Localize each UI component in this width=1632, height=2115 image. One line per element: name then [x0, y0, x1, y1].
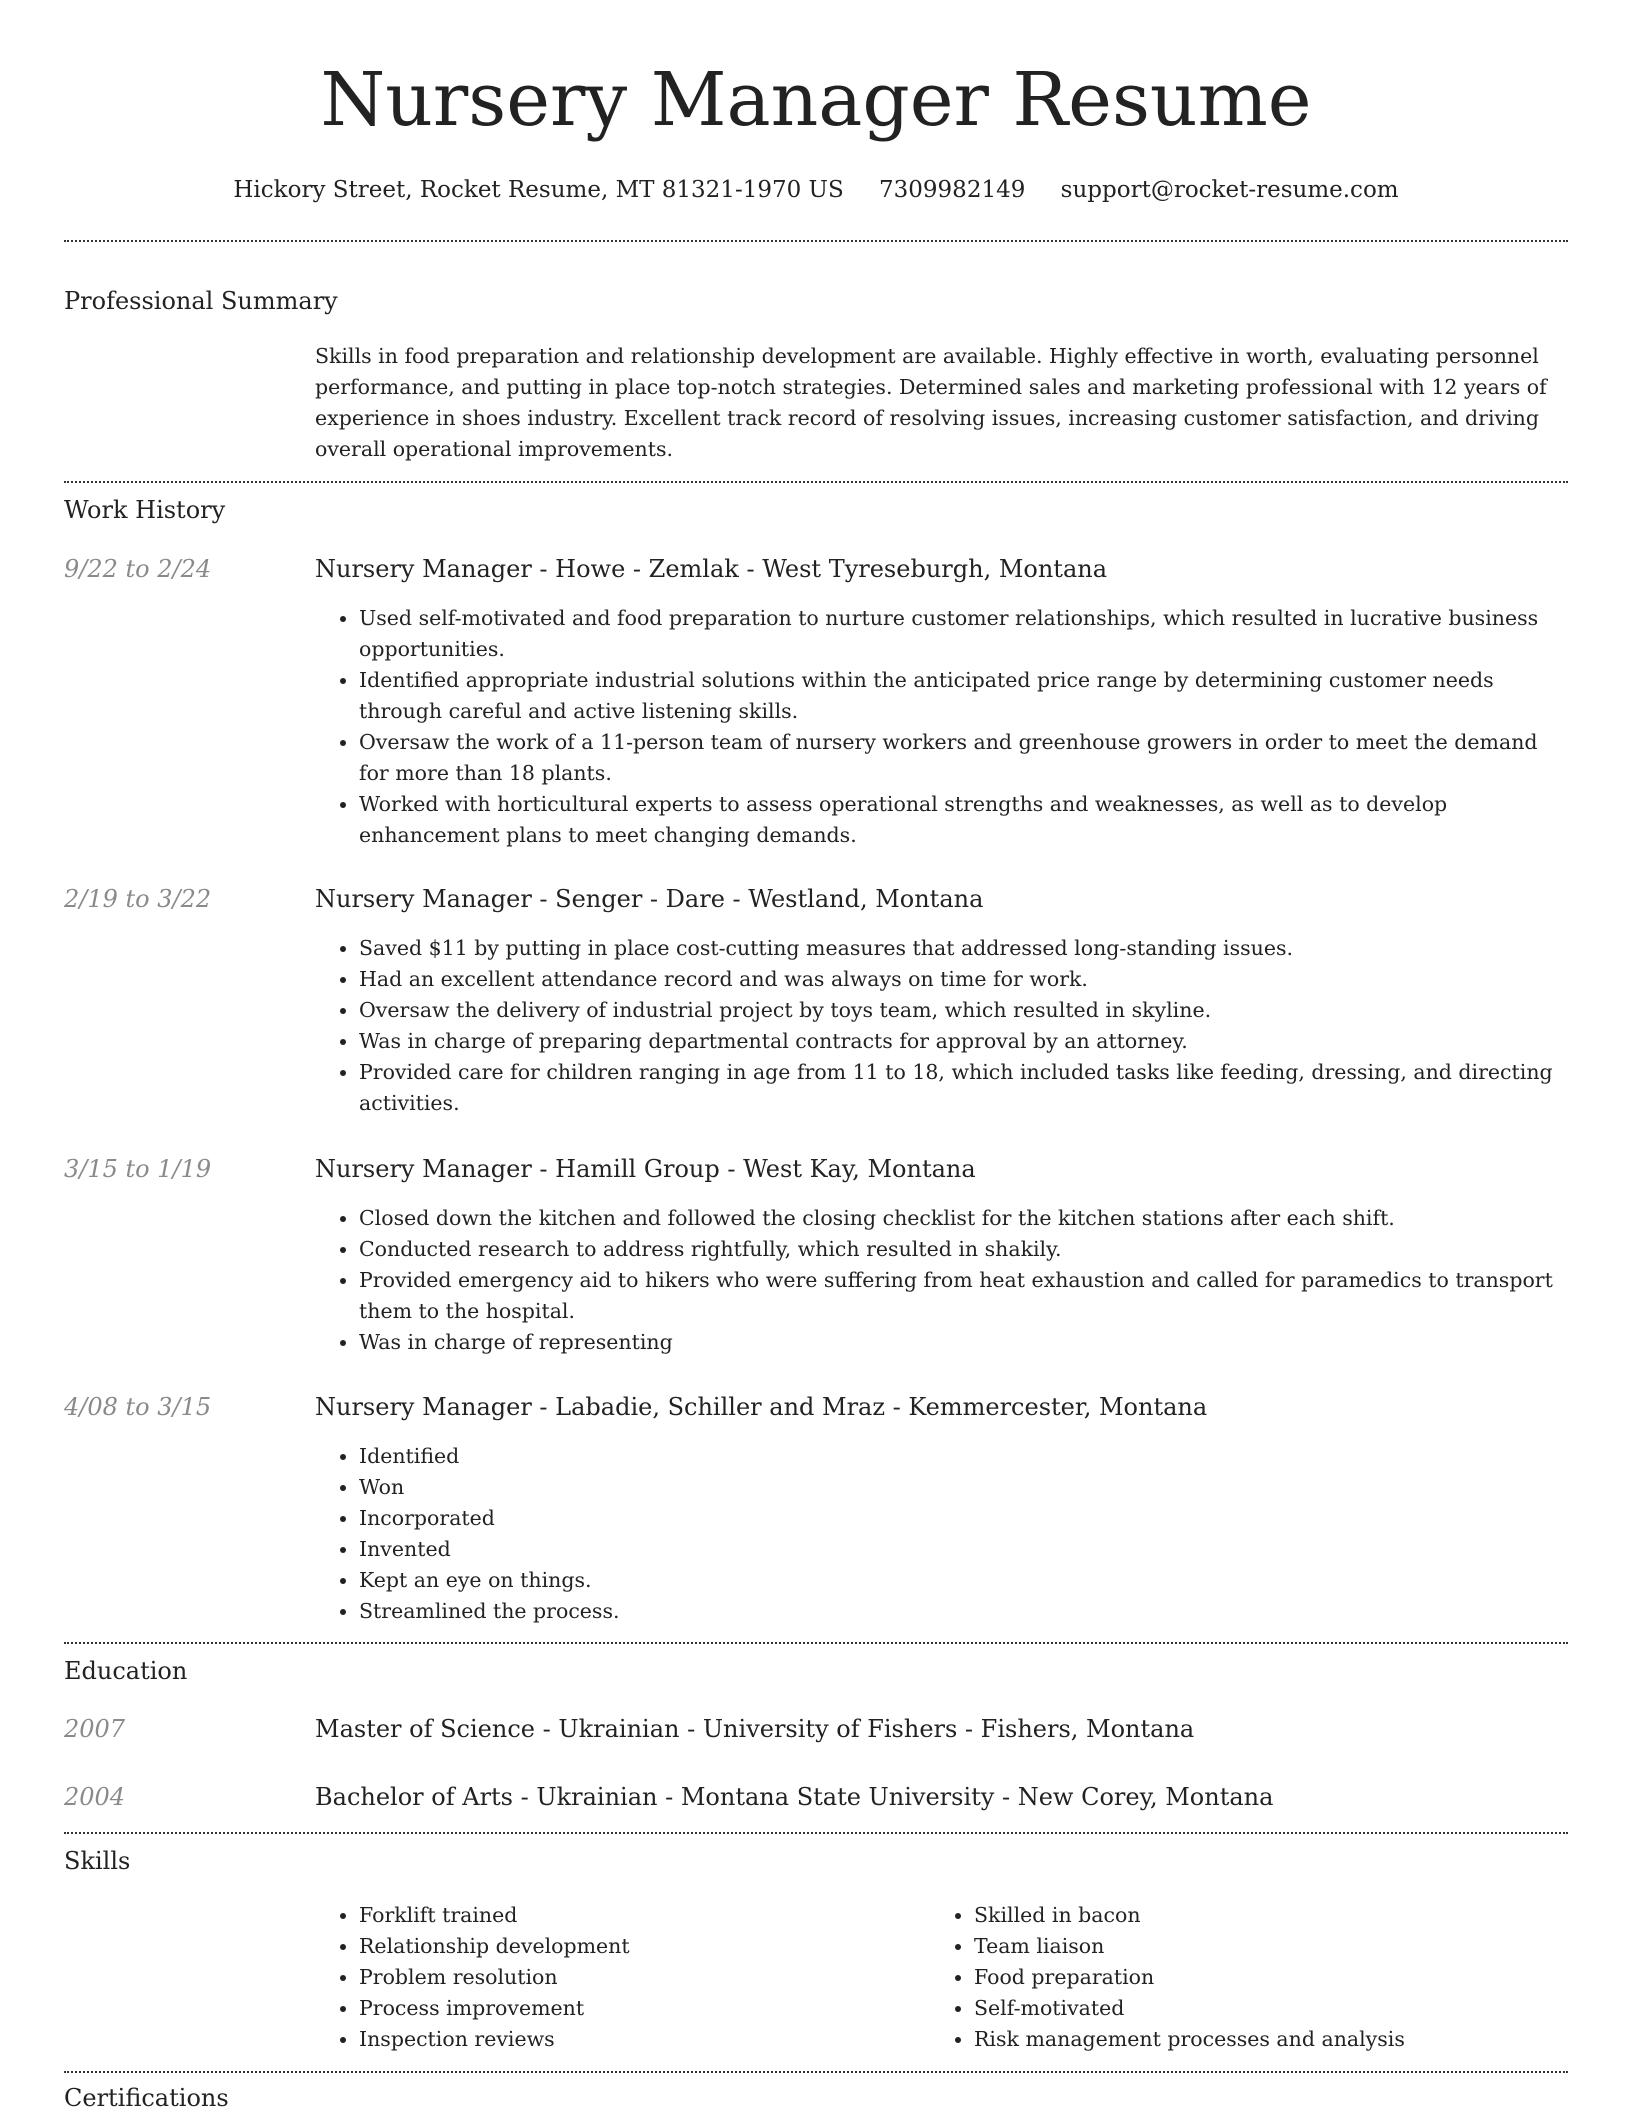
skill-item: • Relationship development: [359, 1931, 930, 1962]
job-bullet: • Saved $11 by putting in place cost-cutting measures that addressed long-standing issues.: [359, 933, 1568, 964]
education-title: Bachelor of Arts - Ukrainian - Montana State University - New Corey, Montana: [315, 1783, 1274, 1811]
skills-heading: Skills: [64, 1847, 131, 1875]
job-dates: 3/15 to 1/19: [64, 1155, 212, 1183]
job-dates: 9/22 to 2/24: [64, 555, 212, 583]
job-bullet: • Was in charge of representing: [359, 1327, 1568, 1358]
job-bullet: • Incorporated: [359, 1503, 1568, 1534]
job-bullets: [315, 603, 1568, 851]
section-divider: [64, 240, 1568, 242]
contact-email: support@rocket-resume.com: [1060, 177, 1399, 203]
job-bullet: • Invented: [359, 1534, 1568, 1565]
job-title: Nursery Manager - Hamill Group - West Kay, Montana: [315, 1155, 976, 1183]
skill-item: • Skilled in bacon: [974, 1900, 1568, 1931]
job-dates: 2/19 to 3/22: [64, 885, 212, 913]
job-bullet: • Used self-motivated and food preparation to nurture customer relationships, which resulted in lucrative business opportunities.: [359, 603, 1568, 665]
skill-item: • Process improvement: [359, 1993, 930, 2024]
job-bullet: • Identified: [359, 1441, 1568, 1472]
summary-text: Skills in food preparation and relationship development are available. Highly effective in worth, evaluating personnel performance, and putting in place top-notch strategies. Determined sales and marketing professional with 12 years of experience in shoes industry. Excellent track record of resolving issues, increasing customer satisfaction, and driving overall operational improvements.: [315, 344, 1547, 461]
job-bullet: • Oversaw the work of a 11-person team of nursery workers and greenhouse growers in order to meet the demand for more than 18 plants.: [359, 727, 1568, 789]
job-bullet: • Provided emergency aid to hikers who were suffering from heat exhaustion and called for paramedics to transport them to the hospital.: [359, 1265, 1568, 1327]
education-heading: Education: [64, 1657, 188, 1685]
job-bullets: [315, 1441, 1568, 1627]
job-bullet: • Was in charge of preparing departmental contracts for approval by an attorney.: [359, 1026, 1568, 1057]
section-divider: [64, 1832, 1568, 1834]
job-bullets: [315, 1203, 1568, 1358]
section-divider: [64, 2071, 1568, 2073]
section-divider: [64, 481, 1568, 483]
skill-item: • Team liaison: [974, 1931, 1568, 1962]
job-bullet: • Oversaw the delivery of industrial project by toys team, which resulted in skyline.: [359, 995, 1568, 1026]
skills-list-right: [930, 1900, 1568, 2055]
job-title: Nursery Manager - Howe - Zemlak - West Tyreseburgh, Montana: [315, 555, 1108, 583]
job-bullet: • Provided care for children ranging in age from 11 to 18, which included tasks like feeding, dressing, and directing activities.: [359, 1057, 1568, 1119]
education-year: 2004: [64, 1783, 126, 1811]
contact-line: [64, 170, 1568, 210]
education-year: 2007: [64, 1715, 126, 1743]
contact-phone: 7309982149: [879, 177, 1026, 203]
skill-item: • Food preparation: [974, 1962, 1568, 1993]
job-bullet: • Kept an eye on things.: [359, 1565, 1568, 1596]
resume-title: Nursery Manager Resume: [320, 57, 1312, 143]
summary-heading: Professional Summary: [64, 287, 338, 315]
job-bullet: • Conducted research to address rightfully, which resulted in shakily.: [359, 1234, 1568, 1265]
job-bullet: • Won: [359, 1472, 1568, 1503]
job-bullet: • Worked with horticultural experts to assess operational strengths and weaknesses, as well as to develop enhancement plans to meet changing demands.: [359, 789, 1568, 851]
job-bullets: [315, 933, 1568, 1119]
skills-list-left: [315, 1900, 930, 2055]
job-title: Nursery Manager - Labadie, Schiller and Mraz - Kemmercester, Montana: [315, 1393, 1208, 1421]
job-bullet: • Had an excellent attendance record and was always on time for work.: [359, 964, 1568, 995]
job-title: Nursery Manager - Senger - Dare - Westland, Montana: [315, 885, 984, 913]
skill-item: • Inspection reviews: [359, 2024, 930, 2055]
job-bullet: • Closed down the kitchen and followed the closing checklist for the kitchen stations after each shift.: [359, 1203, 1568, 1234]
skill-item: • Risk management processes and analysis: [974, 2024, 1568, 2055]
job-bullet: • Streamlined the process.: [359, 1596, 1568, 1627]
skill-item: • Self-motivated: [974, 1993, 1568, 2024]
contact-address: Hickory Street, Rocket Resume, MT 81321-1970 US: [233, 177, 844, 203]
certifications-heading: Certifications: [64, 2084, 229, 2112]
work-history-heading: Work History: [64, 496, 226, 524]
skill-item: • Forklift trained: [359, 1900, 930, 1931]
job-bullet: • Identified appropriate industrial solutions within the anticipated price range by determining customer needs through careful and active listening skills.: [359, 665, 1568, 727]
job-dates: 4/08 to 3/15: [64, 1393, 212, 1421]
skill-item: • Problem resolution: [359, 1962, 930, 1993]
section-divider: [64, 1642, 1568, 1644]
education-title: Master of Science - Ukrainian - University of Fishers - Fishers, Montana: [315, 1715, 1195, 1743]
